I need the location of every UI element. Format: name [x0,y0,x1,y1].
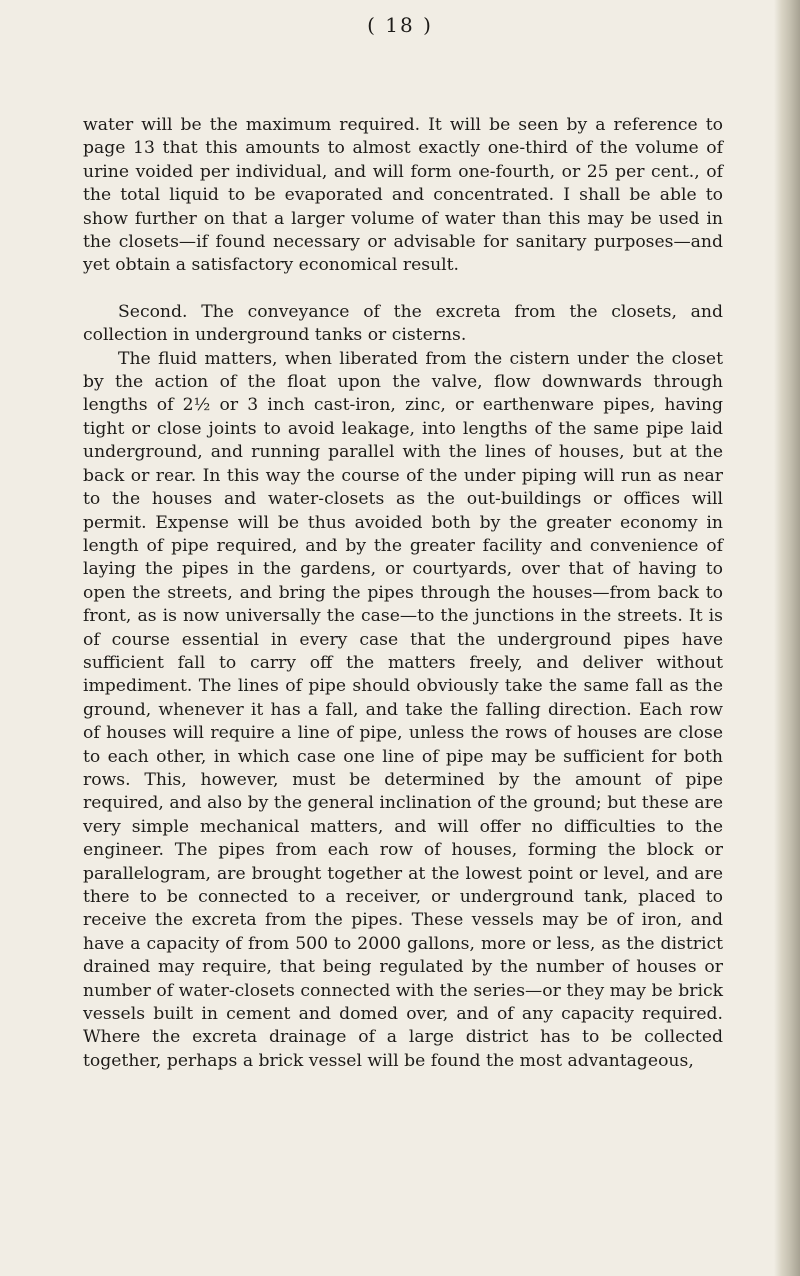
body-text [83,114,723,1073]
page-edge-shadow [774,0,800,1276]
page-number: ( 18 ) [367,13,433,37]
paragraph-second-heading: Second. The conveyance of the excreta from the closets, and collection in underground tanks or cisterns. [83,301,723,346]
paragraph-continuation: water will be the maximum required. It will be seen by a reference to page 13 that this amounts to almost exactly one-third of the volume of urine voided per individual, and will form one-fourth, or 25 per cent., of the total liquid to be evaporated and concentrated. I shall be able to show further on that a larger volume of water than this may be used in the closets—if found necessary or advisable for sanitary purposes—and yet obtain a satisfactory economical result. [83,115,723,276]
paragraph-fluid-matters: The fluid matters, when liberated from the cistern under the closet by the action of the float upon the valve, flow downwards through lengths of 2½ or 3 inch cast-iron, zinc, or earthenware pipes, having tight or close joints to avoid leakage, into lengths of the same pipe laid underground, and running parallel with the lines of houses, but at the back or rear. In this way the course of the under piping will run as near to the houses and water-closets as the out-buildings or offices will permit. Expense will be thus avoided both by the greater economy in length of pipe required, and by the greater facility and convenience of laying the pipes in the gardens, or courtyards, over that of having to open the streets, and bring the pipes through the houses—from back to front, as is now universally the case—to the junctions in the streets. It is of course essential in every case that the underground pipes have sufficient fall to carry off the matters freely, and deliver without impediment. The lines of pipe should obviously take the same fall as the ground, whenever it has a fall, and take the falling direction. Each row of houses will require a line of pipe, unless the rows of houses are close to each other, in which case one line of pipe may be sufficient for both rows. This, however, must be determined by the amount of pipe required, and also by the general inclination of the ground; but these are very simple mechanical matters, and will offer no difficulties to the engineer. The pipes from each row of houses, forming the block or parallelogram, are brought together at the lowest point or level, and are there to be connected to a receiver, or underground tank, placed to receive the excreta from the pipes. These vessels may be of iron, and have a capacity of from 500 to 2000 gallons, more or less, as the district drained may require, that being regulated by the number of houses or number of water-closets connected with the series—or they may be brick vessels built in cement and domed over, and of any capacity required. Where the excreta drainage of a large district has to be collected together, perhaps a brick vessel will be found the most advantageous, [83,348,723,1071]
